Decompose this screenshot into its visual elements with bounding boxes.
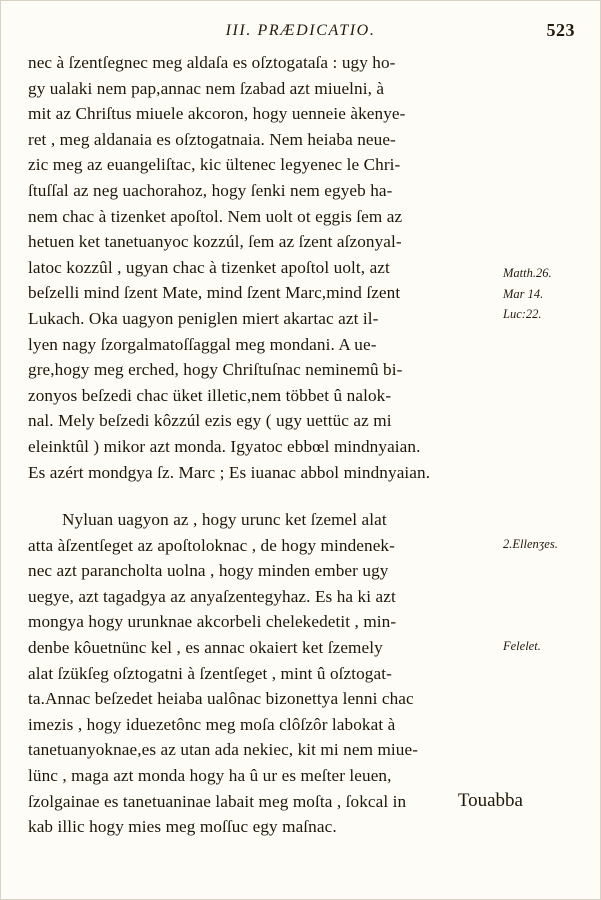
text-line-quote: Es azért mondgya ſz. Marc ; Es iuanac abbol mindnyaian.: [28, 462, 431, 482]
text-line: ſtuſſal az neg uachorahoz, hogy ſenki nem egyeb ha-: [28, 180, 393, 200]
text-line: nal. Mely beſzedi kôzzúl ezis egy ( ugy uettüc az mi: [28, 411, 392, 431]
text-line: nec à ſzentſegnec meg aldaſa es oſztogataſa : ugy ho-: [28, 53, 396, 72]
text-line: mit az Chriſtus miuele akcoron, hogy uenneie àkenye-: [28, 104, 406, 124]
text-line: kab illic hogy mies meg moſſuc egy maſnac.: [28, 817, 337, 837]
marginal-note-matthew: Matth.26.: [503, 266, 552, 280]
text-line: Nyluan uagyon az , hogy urunc ket ſzemel alat: [62, 510, 387, 530]
text-line: tanetuanyoknae,es az utan ada nekiec, kit mi nem miue-: [28, 740, 419, 760]
text-line: uegye, azt tagadgya az anyaſzentegyhaz. Es ha ki azt: [28, 586, 396, 606]
marginal-note-luke: Luc:22.: [503, 307, 542, 321]
text-line: zic meg az euangeliſtac, kic ültenec legyenec le Chri-: [28, 155, 401, 175]
text-line: imezis , hogy iduezetônc meg moſa clôſzôr labokat à: [28, 714, 396, 734]
running-title: III. PRÆDICATIO.: [225, 22, 376, 39]
paragraph-1: [28, 50, 498, 485]
marginal-note-answer: Felelet.: [503, 639, 541, 653]
text-line: lünc , maga azt monda hogy ha û ur es meſter leuen,: [28, 766, 392, 786]
text-line: hetuen ket tanetuanyoc kozzúl, ſem az ſzent aſzonyal-: [28, 232, 402, 252]
text-line: ſzolgainae es tanetuaninae labait meg moſta , ſokcal in: [28, 791, 407, 811]
text-line: beſzelli mind ſzent Mate, mind ſzent Marc,mind ſzent: [28, 283, 401, 303]
text-line: gy ualaki nem pap,annac nem ſzabad azt miuelni, à: [28, 78, 385, 98]
catchword: Touabba: [457, 790, 523, 811]
text-line: ret , meg aldanaia es oſztogatnaia. Nem heiaba neue-: [28, 129, 396, 149]
text-line: gre,hogy meg erched, hogy Chriſtuſnac neminemû bi-: [28, 360, 403, 380]
paragraph-2: [28, 507, 498, 840]
marginal-note-mark: Mar 14.: [503, 287, 544, 301]
text-block: [28, 50, 498, 840]
text-line-quote: eleinktûl ) mikor azt monda. Igyatoc ebbœl mindnyaian.: [28, 436, 421, 456]
text-line: mongya hogy urunknae akcorbeli chelekedetit , min-: [28, 612, 397, 632]
page-header: [0, 22, 601, 44]
text-line: Lukach. Oka uagyon peniglen miert akartac azt il-: [28, 308, 379, 328]
text-line: ta.Annac beſzedet heiaba ualônac bizonettya lenni chac: [28, 689, 414, 709]
marginal-note-objection: 2.Ellenʒes.: [503, 537, 558, 551]
folio-number: 523: [546, 20, 575, 40]
text-line: latoc kozzûl , ugyan chac à tizenket apoſtol uolt, azt: [28, 257, 390, 277]
text-line: denbe kôuetnünc kel , es annac okaiert ket ſzemely: [28, 638, 383, 658]
text-line: atta àſzentſeget az apoſtoloknac , de hogy mindenek-: [28, 535, 395, 555]
text-line: nec azt parancholta uolna , hogy minden ember ugy: [28, 561, 389, 581]
text-line: zonyos beſzedi chac üket illetic,nem többet û nalok-: [28, 385, 392, 405]
text-line: lyen nagy ſzorgalmatoſſaggal meg mondani. A ue-: [28, 334, 377, 354]
text-line: nem chac à tizenket apoſtol. Nem uolt ot eggis ſem az: [28, 206, 403, 226]
text-line: alat ſzükſeg oſztogatni à ſzentſeget , mint û oſztogat-: [28, 663, 392, 683]
